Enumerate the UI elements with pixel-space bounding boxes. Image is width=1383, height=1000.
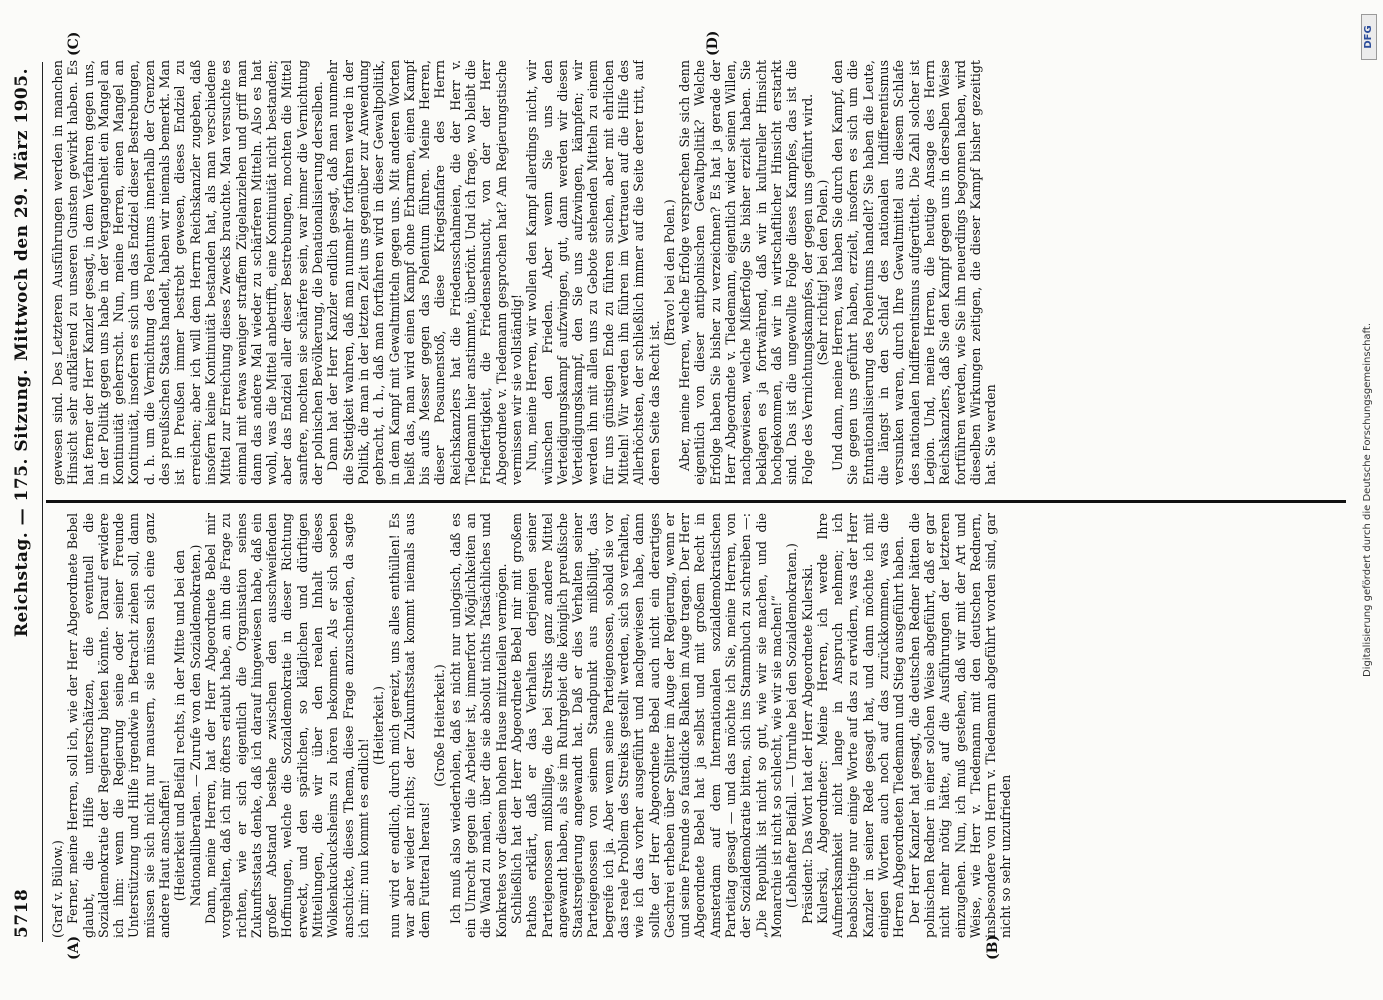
paragraph: Schließlich hat der Herr Abgeordnete Bebel mir mit großem Pathos erklärt, daß er das Verhalten derjenigen seiner Parteigenossen mißbillige, die bei Streiks ganz andere Mittel angewandt haben, als sie im Ruhrgebiet die königlich preußische Staatsregierung angewandt hat. Daß er dies Verhalten seiner Parteigenossen von seinem Standpunkt aus mißbilligt, das begreife ich ja. Aber wenn seine Parteigenossen, sobald sie vor das reale Problem des Streiks gestellt werden, sich so verhalten, wie ich das vorher ausgeführt und nachgewiesen habe, dann sollte der Herr Abgeordnete Bebel auch nicht ein derartiges Geschrei erheben über Splitter im Auge der Regierung, wenn er und seine Freunde so faustdicke Balken im Auge tragen. Der Herr Abgeordnete Bebel hat ja selbst und mit großem Recht in Amsterdam auf dem Internationalen sozialdemokratischen Parteitag gesagt — und das möchte ich Sie, meine Herren, von der Sozialdemokratie bitten, sich ins Stammbuch zu schreiben —: „Die Republik ist nicht so gut, wie wir sie machen, und die Monarchie ist nicht so schlecht, wie wir sie machen!“ (508, 513, 784, 938)
session-title: Reichstag. — 175. Sitzung. (12, 368, 32, 638)
speaker-paragraph: Kulerski, Abgeordneter: Meine Herren, ich werde Ihre Aufmerksamkeit nicht lange in Anspruch nehmen; ich beabsichtige nur einige Worte auf das zu erwidern, was der Herr Kanzler in seiner Rede gesagt hat, und dann möchte ich mit einigen Worten auch noch auf das zurückkommen, was die Herren Abgeordneten Tiedemann und Stieg ausgeführt haben. (814, 513, 907, 938)
page-header (12, 68, 42, 938)
paragraph: Und dann, meine Herren, was haben Sie durch den Kampf, den Sie gegen uns geführt haben, erzielt, insofern es sich um die Entnationalisierung des Polentums handelt? Sie haben die Leute, die längst in den Schlaf des nationalen Indifferentismus versunken waren, durch Ihre Gewaltmittel aus diesem Schlafe des nationalen Indifferentismus aufgerüttelt. Die Zahl solcher ist Legion. Und, meine Herren, die heutige Ansage des Herrn Reichskanzlers, daß Sie den Kampf gegen uns in derselben Weise fortführen werden, wie Sie ihn neuerdings begonnen haben, wird dieselben Wirkungen zeitigen, die dieser Kampf bisher gezeitigt hat. Sie werden (830, 60, 999, 485)
margin-marker-a: (A) (66, 935, 82, 960)
stage-direction: (Bravo! bei den Polen.) (661, 199, 677, 346)
left-column (50, 513, 1345, 938)
session-date: Mittwoch den 29. März 1905. (12, 68, 32, 362)
stage-direction: (Große Heiterkeit.) (432, 664, 448, 787)
stage-direction: (Heiterkeit.) (371, 686, 387, 765)
stage-direction: (Sehr richtig! bei den Polen.) (814, 179, 830, 366)
paragraph: Ich muß also wiederholen, daß es nicht nur unlogisch, daß es ein Unrecht gegen die Arbeiter ist, immerfort Möglichkeiten an die Wand zu malen, über die sie absolut nichts Tatsächliches und Konkretes vor diesem hohen Hause mitzuteilen vermögen. (447, 513, 509, 938)
paragraph: Der Herr Kanzler hat gesagt, die deutschen Redner hätten die polnischen Redner in einer solchen Weise abgeführt, daß er gar nicht mehr nötig hätte, auf die Ausführungen der letzteren einzugehen. Nun, ich muß gestehen, daß wir mit der Art und Weise, wie Herr v. Tiedemann mit den deutschen Rednern, insbesondere von Herrn v. Tiedemann abgeführt worden sind, gar nicht so sehr unzufrieden (906, 513, 1014, 938)
paragraph: Dann hat der Herr Kanzler endlich gesagt, daß man nunmehr die Stetigkeit wahren, daß man nunmehr fortfahren werde in der Politik, die man in der letzten Zeit uns gegenüber zur Anwendung gebracht, d. h., daß man fortfahren wird in dieser Gewaltpolitik, in dem Kampf mit Gewaltmitteln gegen uns. Mit anderen Worten heißt das, man wird einen Kampf ohne Erbarmen, einen Kampf bis aufs Messer gegen das Polentum führen. Meine Herren, dieser Posaunenstoß, diese Kriegsfanfare des Herrn Reichskanzlers hat die Friedensschalmeien, die der Herr v. Tiedemann hier anstimmte, übertönt. Und ich frage, wo bleibt die Friedfertigkeit, die Friedensehnsucht, von der der Herr Abgeordnete v. Tiedemann gesprochen hat? Am Regierungstische vermissen wir sie vollständig! (325, 60, 524, 485)
paragraph: nun wird er endlich, durch mich gereizt, uns alles enthüllen! Es war aber wieder nichts; der Zukunftsstaat kommt niemals aus dem Futteral heraus! (386, 513, 433, 938)
president-line: Präsident: Das Wort hat der Herr Abgeordnete Kulerski. (799, 563, 815, 924)
paragraph: Aber, meine Herren, welche Erfolge versprechen Sie sich denn eigentlich von dieser antipolnischen Gewaltpolitik? Welche Erfolge haben Sie bisher zu verzeichnen? Es hat ja gerade der Herr Abgeordnete v. Tiedemann, eigentlich wider seinen Willen, nachgewiesen, welche Mißerfolge Sie bisher erzielt haben. Sie beklagen es ja fortwährend, daß wir in kultureller Hinsicht hochgekommen, daß wir in wirtschaftlicher Hinsicht erstarkt sind. Das ist die ungewollte Folge dieses Kampfes, das ist die Folge des Vernichtungskampfes, der gegen uns geführt wird. (677, 60, 815, 485)
digitization-credit: Digitalisierung gefördert durch die Deutsche Forschungsgemeinschaft. (1362, 322, 1373, 678)
margin-marker-d: (D) (705, 30, 721, 56)
speaker-note: (Graf v. Bülow.) (50, 840, 65, 938)
header-rule (42, 62, 43, 942)
column-divider (46, 500, 1346, 503)
paragraph: gewesen sind. Des Letzteren Ausführungen werden in manchen Hinsicht sehr aufklärend zu unseren Gunsten gewirkt haben. Es hat ferner der Herr Kanzler gesagt, in dem Verfahren gegen uns, in der Politik gegen uns habe in der Vergangenheit ein Mangel an Kontinuität geherrscht. Nun, meine Herren, einen Mangel an Kontinuität, insofern es sich um das Endziel dieser Bestrebungen, d. h. um die Vernichtung des Polentums innerhalb der Grenzen des preußischen Staats handelt, haben wir niemals bemerkt. Man ist in Preußen immer bestrebt gewesen, dieses Endziel zu erreichen; aber ich will dem Herrn Reichskanzler zugeben, daß insofern keine Kontinuität bestanden hat, als man verschiedene Mittel zur Erreichung dieses Zwecks brauchte. Man versuchte es einmal mit etwas weniger straffem Zügelanziehen und griff man dann das andere Mal wieder zu schärferen Mitteln. Also es hat wohl, was die Mittel anbetrifft, eine Kontinuität nicht bestanden; aber das Endziel aller dieser Bestrebungen, mochten die Mittel sanftere, mochten sie schärfere sein, war immer die Vernichtung der polnischen Bevölkerung, die Denationalisierung derselben. (50, 60, 326, 485)
dfg-logo: DFG (1361, 14, 1377, 60)
paragraph: Ferner, meine Herren, soll ich, wie der Herr Abgeordnete Bebel glaubt, die Hilfe unterschätzen, die eventuell die Sozialdemokratie der Regierung bieten könnte. Darauf erwidere ich ihm: wenn die Regierung seine oder seiner Freunde Unterstützung und Hilfe irgendwie in Betracht ziehen soll, dann müssen sie sich nicht nur mausern, sie müssen sich eine ganz andere Haut anschaffen! (65, 513, 173, 938)
margin-marker-b: (B) (985, 934, 1001, 960)
stage-direction: (Lebhafter Beifall. — Unruhe bei den Sozialdemokraten.) (784, 543, 800, 908)
stage-direction: (Heiterkeit und Beifall rechts, in der Mitte und bei den Nationalliberalen. — Zurufe von den Sozialdemokraten.) (172, 544, 203, 907)
right-column (50, 60, 1345, 485)
paragraph: Dann, meine Herren, hat der Herr Abgeordnete Bebel mir vorgehalten, daß ich mir öfters erlaubt habe, an ihn die Frage zu richten, wie er sich eigentlich die Organisation seines Zukunftsstaats denke, daß ich darauf hingewiesen habe, daß ein großer Abstand bestehe zwischen den ausschweifenden Hoffnungen, welche die Sozialdemokratie in dieser Richtung erweckt, und den spärlichen, so kläglichen und dürftigen Mitteilungen, die wir über den realen Inhalt dieses Wolkenkuckucksheims zu hören bekommen. Als er sich soeben anschickte, dieses Thema, diese Frage anzuschneiden, da sagte ich mir: nun kommt es endlich! (202, 513, 371, 938)
paragraph: Nun, meine Herren, wir wollen den Kampf allerdings nicht, wir wünschen den Frieden. Aber wenn Sie uns den Verteidigungskampf aufzwingen, gut, dann werden wir diesen Verteidigungskampf, den Sie uns aufzwingen, kämpfen; wir werden ihn mit allen uns zu Gebote stehenden Mitteln zu einem für uns günstigen Ende zu führen suchen, aber mit ehrlichen Mitteln! Wir werden ihn führen im Vertrauen auf die Hilfe des Allerhöchsten, der schließlich immer auf die Seite derer tritt, auf deren Seite das Recht ist. (524, 60, 662, 485)
margin-marker-c: (C) (66, 31, 82, 56)
page-number: 5718 (12, 888, 32, 938)
